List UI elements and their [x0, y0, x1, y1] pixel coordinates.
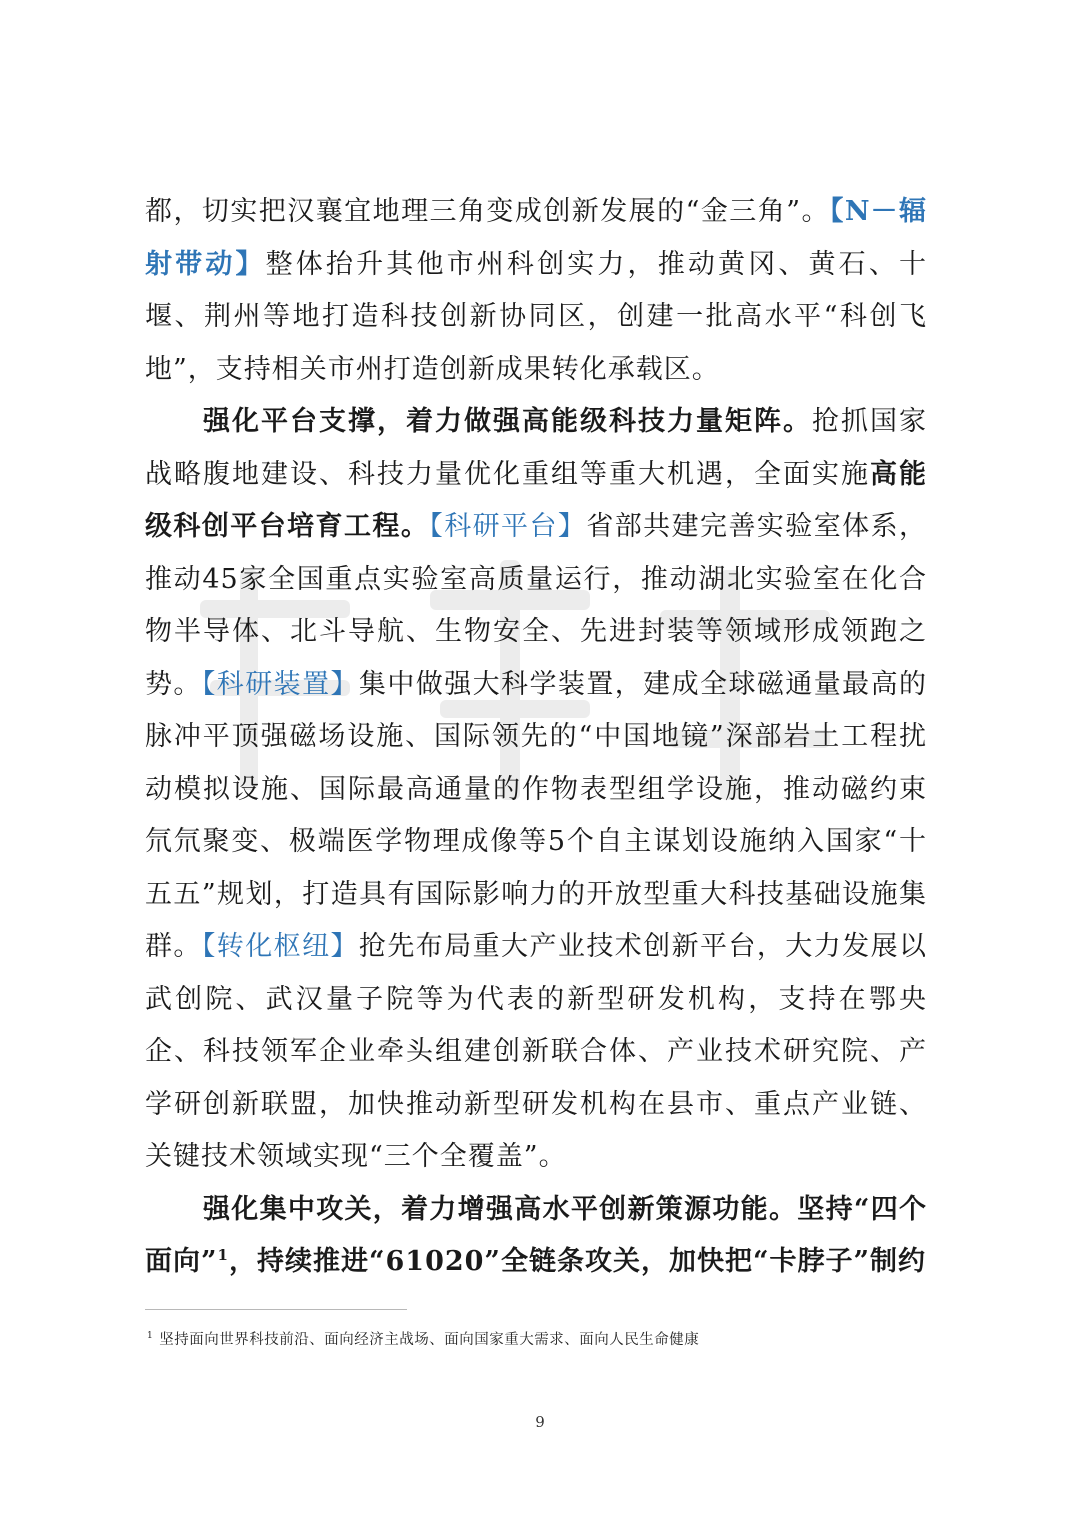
footnote — [147, 1326, 699, 1350]
paragraph-1-text-1: 都，切实把汉襄宜地理三角变成创新发展的“金三角”。 — [145, 196, 830, 227]
paragraph-2-text-4: 抢先布局重大产业技术创新平台，大力发展以武创院、武汉量子院等为代表的新型研发机构，支持在鄂央企、科技领军企业牵头组建创新联合体、产业技术研究院、产学研创新联盟，加快推动新型研发机构在县市、重点产业链、关键技术领域实现“三个全覆盖”。 — [145, 931, 928, 1172]
paragraph-2 — [145, 396, 927, 1184]
paragraph-1-text-2: 整体抬升其他市州科创实力，推动黄冈、黄石、十堰、荆州等地打造科技创新协同区，创建一批高水平“科创飞地”，支持相关市州打造创新成果转化承载区。 — [145, 248, 927, 385]
paragraph-3-text-2: ，持续推进“61020”全链条攻关，加快把“卡脖子”制约 — [228, 1246, 927, 1277]
tag-research-facility: 【科研装置】 — [201, 668, 359, 700]
paragraph-2-text-2: 省部共建完善实验室体系，推动45家全国重点实验室高质量运行，推动湖北实验室在化合物半导体、北斗导航、生物安全、先进封装等领域形成领跑之势。 — [145, 511, 928, 700]
footnote-mark: 1 — [147, 1331, 154, 1341]
paragraph-3-heading: 强化集中攻关，着力增强高水平创新策源功能。 — [203, 1193, 798, 1225]
footnote-divider — [145, 1309, 407, 1310]
tag-research-platform: 【科研平台】 — [429, 511, 587, 542]
page-number: 9 — [535, 1413, 545, 1431]
paragraph-2-text-1: 抢抓国家战略腹地建设、科技力量优化重组等重大机遇，全面实施 — [145, 406, 927, 490]
paragraph-1 — [145, 186, 927, 396]
footnote-text: 坚持面向世界科技前沿、面向经济主战场、面向国家重大需求、面向人民生命健康 — [159, 1332, 700, 1348]
footnote-reference[interactable]: 1 — [217, 1246, 229, 1264]
body-text — [145, 186, 927, 1289]
tag-transformation-hub: 【转化枢纽】 — [201, 931, 359, 962]
paragraph-2-text-3: 集中做强大科学装置，建成全球磁通量最高的脉冲平顶强磁场设施、国际领先的“中国地镜”深部岩土工程扰动模拟设施、国际最高通量的作物表型组学设施，推动磁约束氘氘聚变、极端医学物理成像等5个自主谋划设施纳入国家“十五五”规划，打造具有国际影响力的开放型重大科技基础设施集群。 — [145, 668, 928, 962]
paragraph-2-heading: 强化平台支撑，着力做强高能级科技力量矩阵。 — [203, 406, 812, 437]
tag-radiation: 【N－辐射带动】 — [145, 196, 927, 280]
paragraph-2-bold-1: 高能级科创平台培育工程。 — [145, 458, 927, 542]
paragraph-3-text-1: 坚持“四个面向” — [145, 1193, 928, 1277]
paragraph-3 — [145, 1184, 927, 1289]
